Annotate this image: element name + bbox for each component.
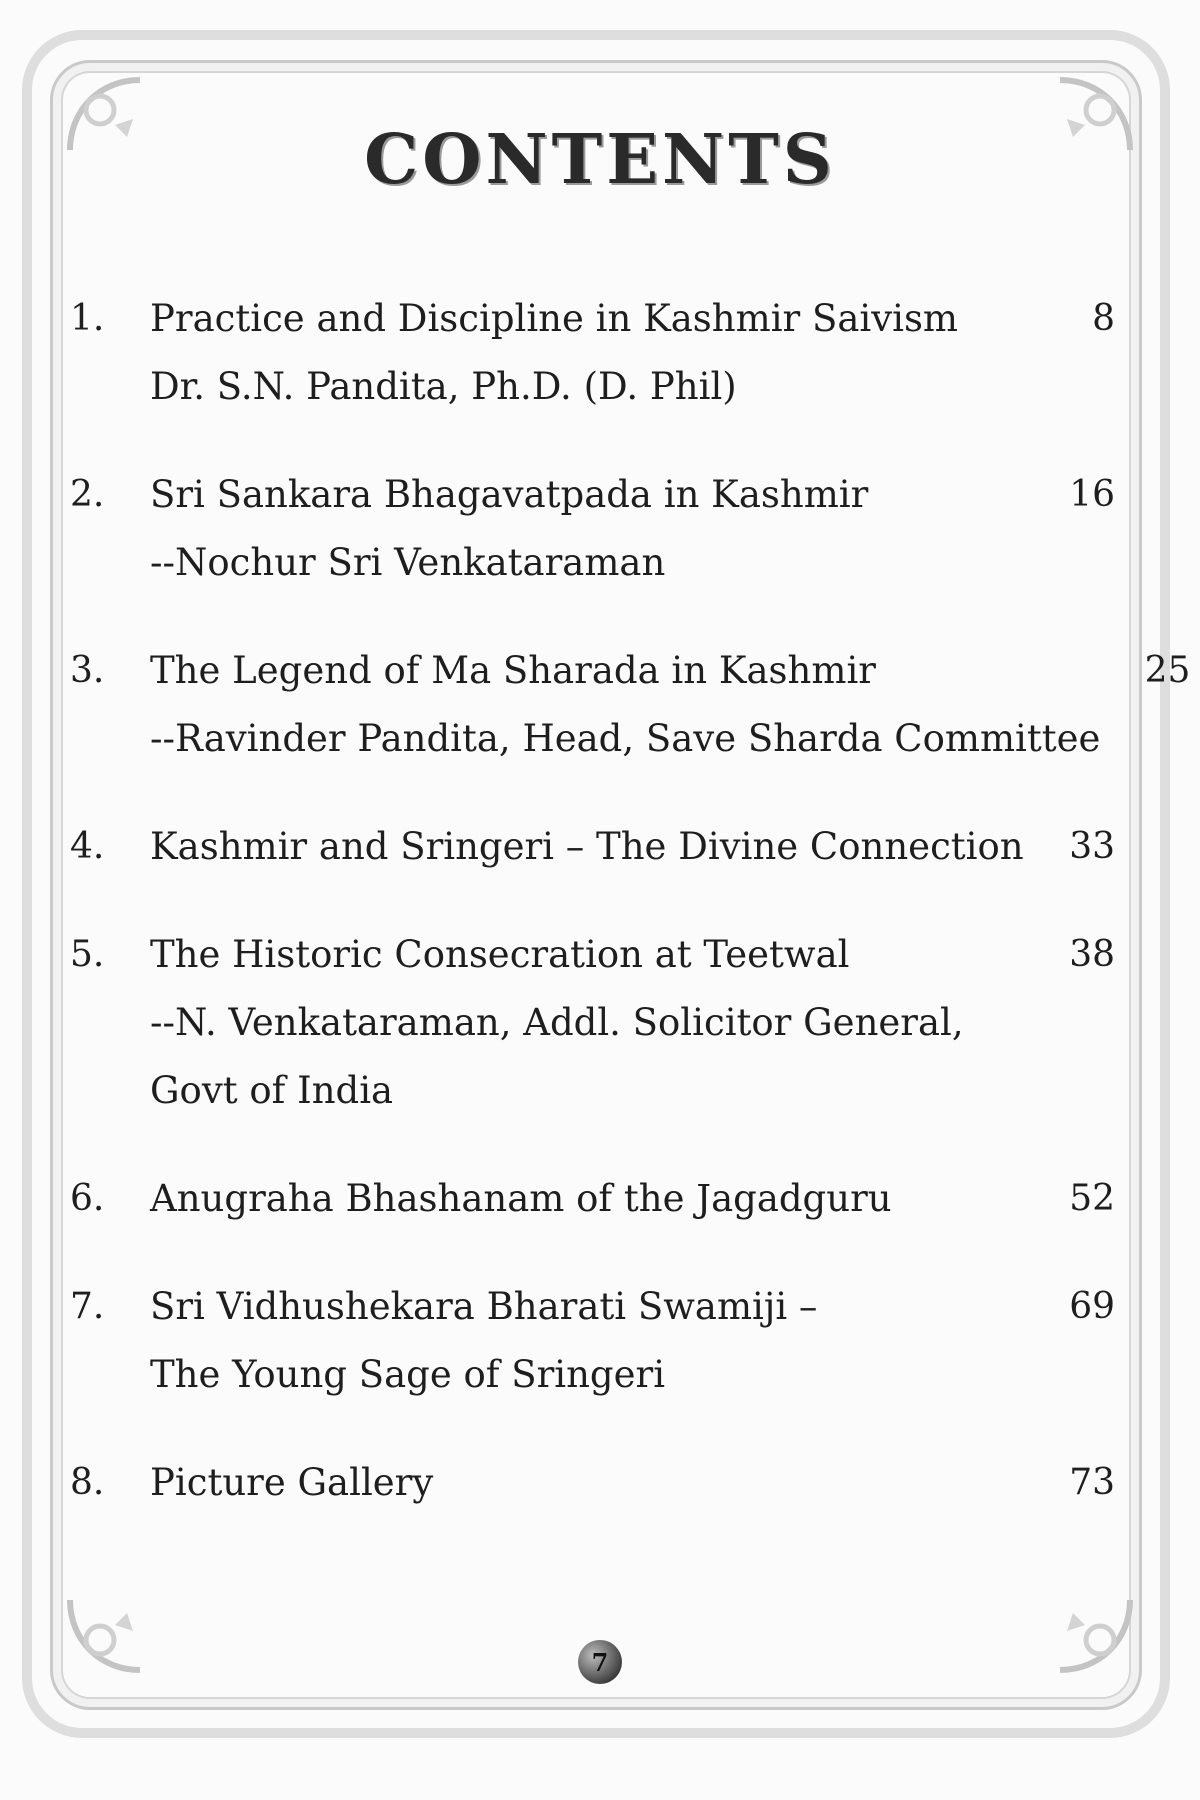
entry-page-number: 73	[1069, 1462, 1115, 1503]
entry-author: --Ravinder Pandita, Head, Save Sharda Committee	[150, 717, 1101, 760]
entry-title: Practice and Discipline in Kashmir Saivism	[150, 297, 959, 340]
toc-entry[interactable]	[70, 813, 1120, 881]
entry-number: 6.	[70, 1178, 105, 1219]
entry-title: The Legend of Ma Sharada in Kashmir	[150, 649, 876, 692]
entry-number: 5.	[70, 934, 105, 975]
toc-entry[interactable]	[70, 921, 1120, 1125]
entry-page-number: 8	[1092, 298, 1115, 339]
toc-entry[interactable]	[70, 1273, 1120, 1409]
entry-page-number: 52	[1069, 1178, 1115, 1219]
corner-ornament-icon	[1050, 1590, 1140, 1680]
entry-page-number: 38	[1069, 934, 1115, 975]
entry-number: 3.	[70, 650, 105, 691]
entry-page-number: 16	[1069, 474, 1115, 515]
entry-page-number: 33	[1069, 826, 1115, 867]
toc-entry[interactable]	[70, 1449, 1120, 1517]
page-title: CONTENTS	[364, 120, 836, 200]
entry-title: Anugraha Bhashanam of the Jagadguru	[150, 1177, 892, 1220]
entry-title: Kashmir and Sringeri – The Divine Connection	[150, 825, 1024, 868]
toc-list	[70, 285, 1191, 1517]
entry-author-continued: Govt of India	[150, 1069, 394, 1112]
entry-number: 8.	[70, 1462, 105, 1503]
entry-title: Picture Gallery	[150, 1461, 434, 1504]
entry-title: Sri Vidhushekara Bharati Swamiji –	[150, 1285, 818, 1328]
entry-title: The Historic Consecration at Teetwal	[150, 933, 850, 976]
entry-title-continued: The Young Sage of Sringeri	[150, 1353, 666, 1396]
entry-number: 7.	[70, 1286, 105, 1327]
entry-page-number: 25	[1144, 650, 1191, 691]
page-number-badge: 7	[578, 1640, 622, 1684]
toc-entry[interactable]	[70, 637, 1191, 773]
toc-entry[interactable]	[70, 1165, 1120, 1233]
entry-number: 4.	[70, 826, 105, 867]
entry-author: --Nochur Sri Venkataraman	[150, 541, 666, 584]
toc-entry[interactable]	[70, 461, 1120, 597]
entry-title: Sri Sankara Bhagavatpada in Kashmir	[150, 473, 869, 516]
entry-number: 2.	[70, 474, 105, 515]
toc-entry[interactable]	[70, 285, 1120, 421]
entry-author: Dr. S.N. Pandita, Ph.D. (D. Phil)	[150, 365, 737, 408]
entry-author: --N. Venkataraman, Addl. Solicitor General,	[150, 1001, 964, 1044]
entry-number: 1.	[70, 298, 105, 339]
corner-ornament-icon	[60, 1590, 150, 1680]
entry-page-number: 69	[1069, 1286, 1115, 1327]
